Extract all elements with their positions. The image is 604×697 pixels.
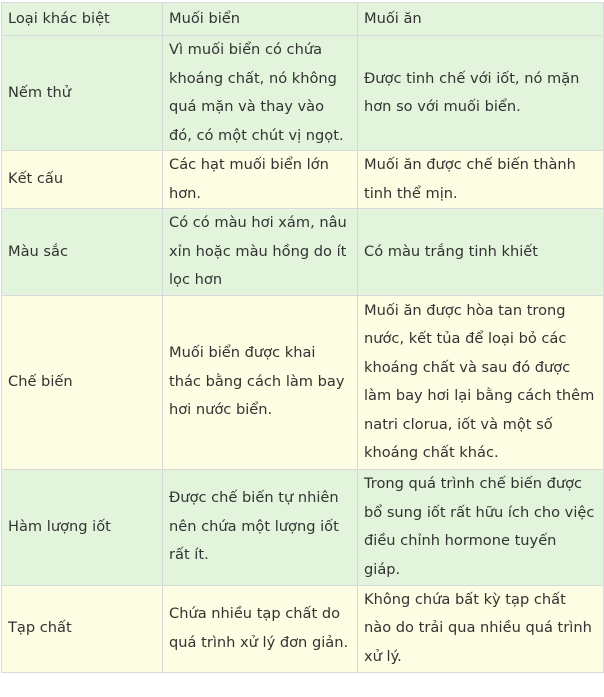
table-row — [2, 209, 604, 296]
row-sea-salt: Chứa nhiều tạp chất do quá trình xử lý đơn giản. — [163, 585, 358, 672]
row-table-salt: Có màu trắng tinh khiết — [358, 209, 604, 296]
row-category: Hàm lượng iốt — [2, 469, 163, 585]
row-table-salt: Muối ăn được chế biến thành tinh thể mịn. — [358, 151, 604, 209]
header-sea-salt: Muối biển — [163, 3, 358, 36]
row-sea-salt: Các hạt muối biển lớn hơn. — [163, 151, 358, 209]
comparison-table — [1, 2, 604, 673]
table-row — [2, 295, 604, 469]
row-category: Tạp chất — [2, 585, 163, 672]
row-sea-salt: Được chế biến tự nhiên nên chứa một lượng iốt rất ít. — [163, 469, 358, 585]
row-sea-salt: Vì muối biển có chứa khoáng chất, nó không quá mặn và thay vào đó, có một chút vị ngọt. — [163, 36, 358, 151]
row-sea-salt: Có có màu hơi xám, nâu xỉn hoặc màu hồng do ít lọc hơn — [163, 209, 358, 296]
row-table-salt: Không chứa bất kỳ tạp chất nào do trải qua nhiều quá trình xử lý. — [358, 585, 604, 672]
row-sea-salt: Muối biển được khai thác bằng cách làm bay hơi nước biển. — [163, 295, 358, 469]
header-table-salt: Muối ăn — [358, 3, 604, 36]
row-category: Chế biến — [2, 295, 163, 469]
table-row — [2, 585, 604, 672]
row-category: Màu sắc — [2, 209, 163, 296]
row-table-salt: Muối ăn được hòa tan trong nước, kết tủa để loại bỏ các khoáng chất và sau đó được làm bay hơi lại bằng cách thêm natri clorua, iốt và một số khoáng chất khác. — [358, 295, 604, 469]
table-row — [2, 151, 604, 209]
row-table-salt: Được tinh chế với iốt, nó mặn hơn so với muối biển. — [358, 36, 604, 151]
row-category: Kết cấu — [2, 151, 163, 209]
table-row — [2, 469, 604, 585]
row-table-salt: Trong quá trình chế biến được bổ sung iốt rất hữu ích cho việc điều chỉnh hormone tuyến giáp. — [358, 469, 604, 585]
table-row — [2, 36, 604, 151]
row-category: Nếm thử — [2, 36, 163, 151]
header-category: Loại khác biệt — [2, 3, 163, 36]
table-header-row — [2, 3, 604, 36]
